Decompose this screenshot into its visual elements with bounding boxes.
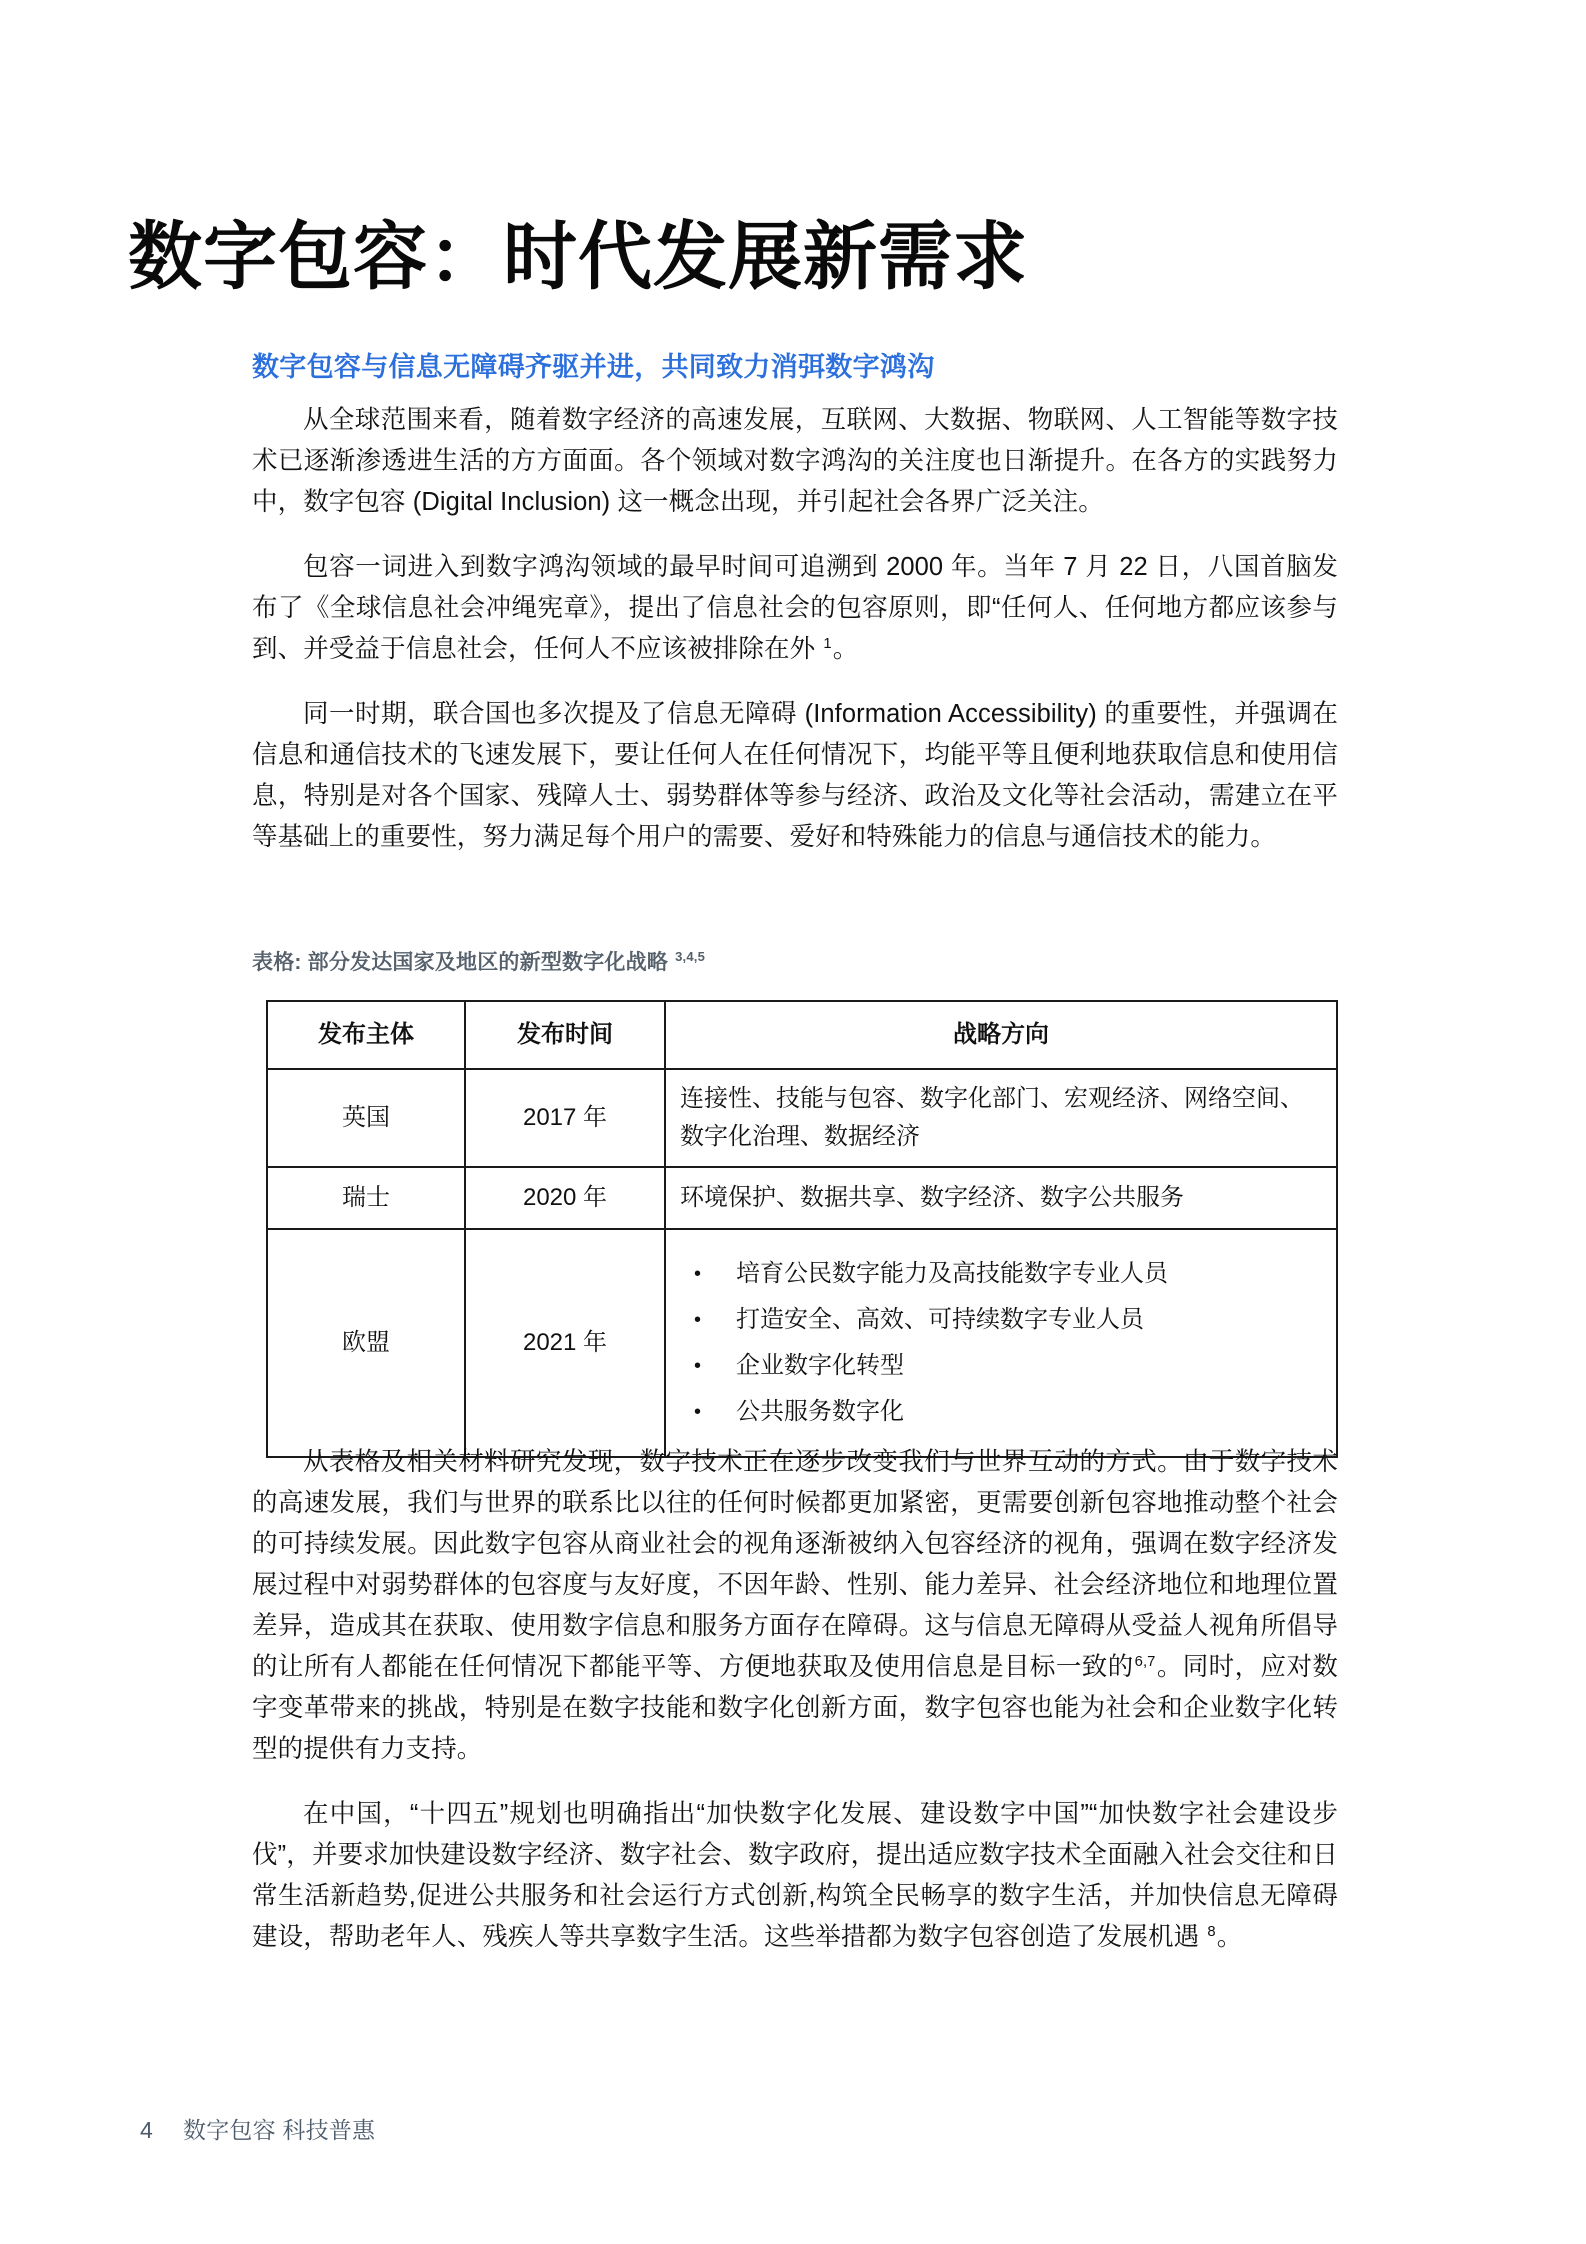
table-cell-direction: 连接性、技能与包容、数字化部门、宏观经济、网络空间、数字化治理、数据经济 [665,1069,1337,1167]
paragraph-2-tail: 。 [832,635,859,663]
paragraph-2 [252,547,1338,670]
section-subtitle: 数字包容与信息无障碍齐驱并进，共同致力消弭数字鸿沟 [252,352,935,382]
page-footer [140,2112,375,2145]
footnote-ref-6-7: 6,7 [1134,1653,1156,1670]
list-item: • 企业数字化转型 [680,1343,1322,1389]
paragraph-2-text: 包容一词进入到数字鸿沟领域的最早时间可追溯到 2000 年。当年 7 月 22 日，八国首脑发布了《全球信息社会冲绳宪章》，提出了信息社会的包容原则，即“任何人、任何地方都应该参与到、并受益于信息社会，任何人不应该被排除在外 [252,553,1338,663]
table-cell-entity: 英国 [267,1069,465,1167]
table-cell-entity: 欧盟 [267,1229,465,1457]
body-content-lower [252,1442,1338,1982]
table-header-entity: 发布主体 [267,1001,465,1069]
paragraph-3: 同一时期，联合国也多次提及了信息无障碍 (Information Accessibility) 的重要性，并强调在信息和通信技术的飞速发展下，要让任何人在任何情况下，均能平等且便利地获取信息和使用信息，特别是对各个国家、残障人士、弱势群体等参与经济、政治及文化等社会活动，需建立在平等基础上的重要性，努力满足每个用户的需要、爱好和特殊能力的信息与通信技术的能力。 [252,700,1338,851]
paragraph-4-text: 从表格及相关材料研究发现，数字技术正在逐步改变我们与世界互动的方式。由于数字技术的高速发展，我们与世界的联系比以往的任何时候都更加紧密，更需要创新包容地推动整个社会的可持续发展。因此数字包容从商业社会的视角逐渐被纳入包容经济的视角，强调在数字经济发展过程中对弱势群体的包容度与友好度，不因年龄、性别、能力差异、社会经济地位和地理位置差异，造成其在获取、使用数字信息和服务方面存在障碍。这与信息无障碍从受益人视角所倡导的让所有人都能在任何情况下都能平等、方便地获取及使用信息是目标一致的 [252,1448,1338,1681]
strategy-table-wrapper [266,1000,1338,1458]
footnote-ref-1: 1 [823,635,832,652]
paragraph-4 [252,1442,1338,1770]
table-caption-footnote-ref: 3,4,5 [675,949,706,964]
direction-bullet-list [680,1251,1322,1435]
table-row [267,1167,1337,1229]
paragraph-5-tail: 。 [1216,1923,1243,1951]
page-title: 数字包容：时代发展新需求 [128,214,1028,298]
footnote-ref-8: 8 [1207,1923,1216,1940]
table-cell-date: 2017 年 [465,1069,665,1167]
table-cell-direction: 环境保护、数据共享、数字经济、数字公共服务 [665,1167,1337,1229]
paragraph-1: 从全球范围来看，随着数字经济的高速发展，互联网、大数据、物联网、人工智能等数字技术已逐渐渗透进生活的方方面面。各个领域对数字鸿沟的关注度也日渐提升。在各方的实践努力中，数字包容 (Digital Inclusion) 这一概念出现，并引起社会各界广泛关注。 [252,406,1338,516]
footer-label: 数字包容 科技普惠 [183,2117,376,2143]
body-content-upper [252,400,1338,882]
table-header-row [267,1001,1337,1069]
table-cell-direction [665,1229,1337,1457]
table-cell-date: 2020 年 [465,1167,665,1229]
table-cell-entity: 瑞士 [267,1167,465,1229]
list-item: • 公共服务数字化 [680,1389,1322,1435]
strategy-table [266,1000,1338,1458]
table-caption [252,946,706,976]
footer-page-number: 4 [140,2117,153,2143]
table-header-date: 发布时间 [465,1001,665,1069]
table-header-direction: 战略方向 [665,1001,1337,1069]
paragraph-5 [252,1794,1338,1958]
list-item: • 培育公民数字能力及高技能数字专业人员 [680,1251,1322,1297]
table-row [267,1229,1337,1457]
table-cell-date: 2021 年 [465,1229,665,1457]
paragraph-4-tail: 。同时，应对数字变革带来的挑战，特别是在数字技能和数字化创新方面，数字包容也能为社会和企业数字化转型的提供有力支持。 [252,1653,1338,1763]
paragraph-5-text: 在中国，“十四五”规划也明确指出“加快数字化发展、建设数字中国”“加快数字社会建设步伐”，并要求加快建设数字经济、数字社会、数字政府，提出适应数字技术全面融入社会交往和日常生活新趋势,促进公共服务和社会运行方式创新,构筑全民畅享的数字生活，并加快信息无障碍建设，帮助老年人、残疾人等共享数字生活。这些举措都为数字包容创造了发展机遇 [252,1800,1338,1951]
table-caption-text: 表格: 部分发达国家及地区的新型数字化战略 [252,951,675,974]
list-item: • 打造安全、高效、可持续数字专业人员 [680,1297,1322,1343]
table-row [267,1069,1337,1167]
